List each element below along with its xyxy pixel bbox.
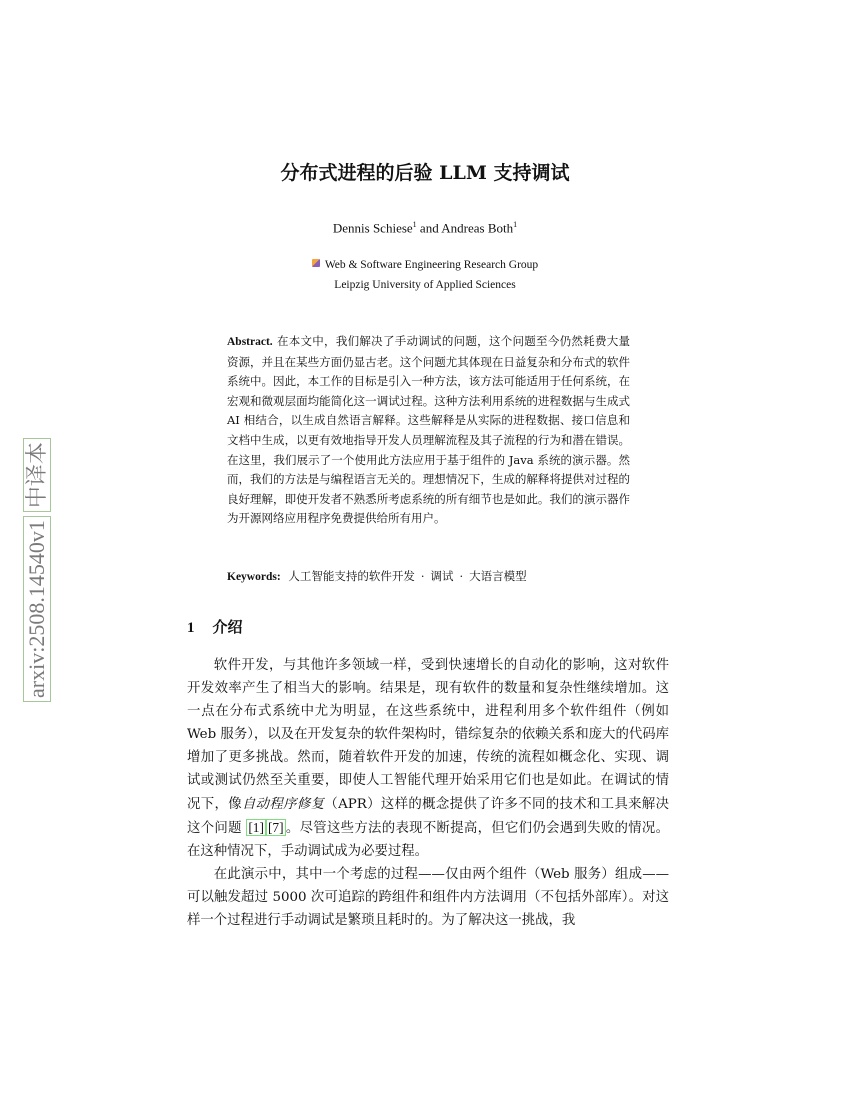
paper-title: 分布式进程的后验 LLM 支持调试 [280,162,570,184]
author-line [180,220,670,236]
author-conjunction: and [419,220,439,236]
arxiv-id-label[interactable]: arxiv:2508.14540v1 [23,516,51,702]
section-number: 1 [187,620,195,636]
body-text [187,654,669,932]
citation-link[interactable]: [1] [248,819,264,835]
paragraph-text: （APR）这样的概念提供了许多不同的技术和工具来解决这个问题 [187,796,669,836]
abstract-text: 在本文中，我们解决了手动调试的问题，这个问题至今仍然耗费大量资源，并且在某些方面仍显古老。这个问题尤其体现在日益复杂和分布式的软件系统中。因此，本工作的目标是引入一种方法，该方法可能适用于任何系统，在宏观和微观层面均能简化这一调试过程。这种方法利用系统的进程数据与生成式 AI 相结合，以生成自然语言解释。这些解释是从实际的进程数据、接口信息和文档中生成，以更有效地指导开发人员理解流程及其子流程的行为和潜在错误。在这里，我们展示了一个使用此方法应用于基于组件的 Java 系统的演示器。然而，我们的方法是与编程语言无关的。理想情况下，生成的解释将提供对过程的良好理解，即使开发者不熟悉所考虑系统的所有细节也是如此。我们的演示器作为开源网络应用程序免费提供给所有用户。 [227,334,630,526]
author-affil-mark: 1 [412,220,417,229]
abstract-label: Abstract. [227,336,273,348]
abstract [227,332,630,529]
keyword: 大语言模型 [469,569,527,583]
arxiv-side-stamp [22,390,52,702]
citation-link[interactable]: [7] [267,819,284,835]
affiliation-block [180,255,670,295]
section-heading [187,616,243,637]
paragraph-text: 。尽管这些方法的表现不断提高，但它们仍会遇到失败的情况。在这种情况下，手动调试成为必要过程。 [187,820,670,859]
paragraph: 在此演示中，其中一个考虑的过程——仅由两个组件（Web 服务）组成——可以触发超过 5000 次可追踪的跨组件和组件内方法调用（不包括外部库）。对这样一个过程进行手动调试是繁琐且耗时的。为了解决这一挑战，我 [187,866,669,929]
keywords [227,566,630,587]
keyword-separator: · [459,569,464,583]
keyword-separator: · [420,569,425,583]
paragraph [187,654,669,863]
author-name: Dennis Schiese [332,220,413,236]
research-group-name: Web & Software Engineering Research Group [324,259,539,271]
translation-label: 中译本 [23,438,51,512]
keyword: 调试 [430,569,454,583]
emphasized-term: 自动程序修复 [241,796,325,812]
research-group-logo-icon [312,259,320,267]
paragraph-text: 软件开发，与其他许多领域一样，受到快速增长的自动化的影响，这对软件开发效率产生了相当大的影响。结果是，现有软件的数量和复杂性继续增加。这一点在分布式系统中尤为明显，在这些系统中，进程利用多个软件组件（例如 Web 服务），以及在开发复杂的软件架构时，错综复杂的依赖关系和庞大的代码库增加了更多挑战。然而，随着软件开发的加速，传统的流程如概念化、实现、调试或测试仍然至关重要，即使人工智能代理开始采用它们也是如此。在调试的情况下，像 [187,658,670,812]
keywords-label: Keywords: [227,571,281,583]
keyword: 人工智能支持的软件开发 [288,569,415,583]
affiliation-group-line [180,255,670,275]
section-title: 介绍 [212,618,243,636]
author-affil-mark: 1 [513,220,518,229]
author-name: Andreas Both [441,220,514,236]
university-name: Leipzig University of Applied Sciences [334,279,516,291]
